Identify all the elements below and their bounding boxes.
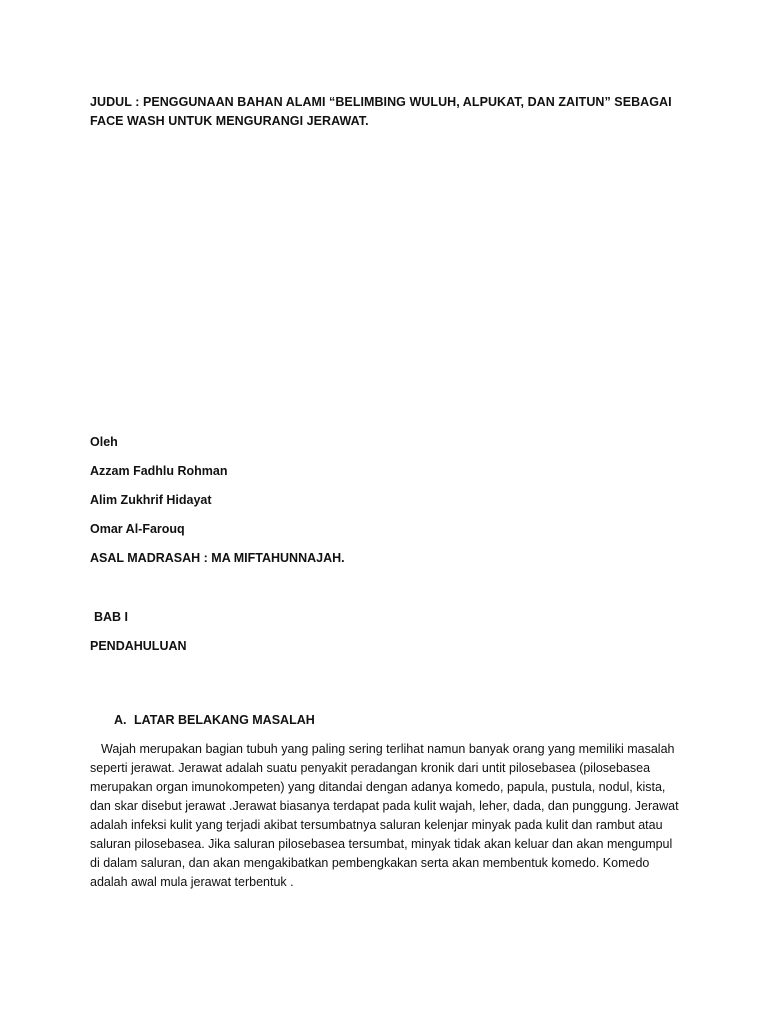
author-name-3: Omar Al-Farouq <box>90 522 185 536</box>
school-name: ASAL MADRASAH : MA MIFTAHUNNAJAH. <box>90 551 345 565</box>
body-paragraph: Wajah merupakan bagian tubuh yang paling sering terlihat namun banyak orang yang memiliki masalah seperti jerawat. Jerawat adalah suatu penyakit peradangan kronik dari untit pilosebasea (pilosebasea merupakan organ imunokompeten) yang ditandai dengan adanya komedo, papula, pustula, nodul, kista, dan skar disebut jerawat .Jerawat biasanya terdapat pada kulit wajah, leher, dada, dan punggung. Jerawat adalah infeksi kulit yang terjadi akibat tersumbatnya saluran kelenjar minyak pada kulit dan rambut atau saluran pilosebasea. Jika saluran pilosebasea tersumbat, minyak tidak akan keluar dan akan mengumpul di dalam saluran, dan akan mengakibatkan pembengkakan serta akan membentuk komedo. Komedo adalah awal mula jerawat terbentuk . <box>90 742 679 889</box>
chapter-label: BAB I <box>94 610 129 624</box>
section-number: A. <box>114 713 127 727</box>
section-heading <box>114 711 315 729</box>
author-name-2: Alim Zukhrif Hidayat <box>90 493 212 507</box>
chapter-title: PENDAHULUAN <box>90 639 187 653</box>
by-label: Oleh <box>90 435 118 449</box>
document-title: JUDUL : PENGGUNAAN BAHAN ALAMI “BELIMBING WULUH, ALPUKAT, DAN ZAITUN” SEBAGAI FACE WASH UNTUK MENGURANGI JERAWAT. <box>90 95 672 128</box>
section-title: LATAR BELAKANG MASALAH <box>134 713 315 727</box>
author-name-1: Azzam Fadhlu Rohman <box>90 464 228 478</box>
